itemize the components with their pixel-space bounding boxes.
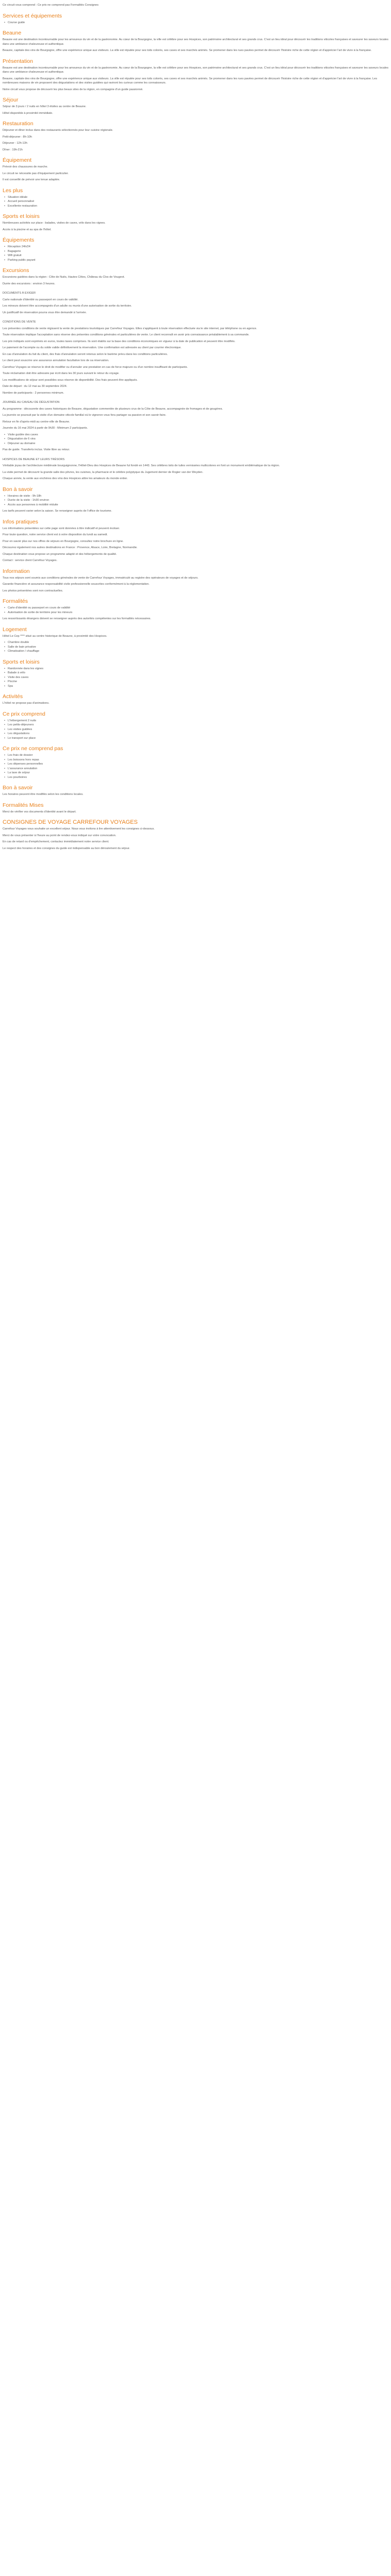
presentation-paragraph-2: Beaune, capitale des vins de Bourgogne, offre une expérience unique aux visiteurs. La ville est réputée pour ses toits colorés, ses caves et ses marchés animés. Se promener dans les rues pavées permet de découvrir l'histoire riche de cette région et d'apprécier l'art de vivre à la française. Les nombreuses maisons de vin proposent des dégustations et des visites guidées qui raviront les curieux comme les connaisseurs. [3,77,378,84]
list-item: • Dégustation de 6 vins [8,437,388,442]
list-item: • Parking public payant [8,258,388,263]
list-item: • Réception 24h/24 [8,245,388,249]
list-item: • Carte d'identité ou passeport en cours de validité [8,606,388,611]
conditions-paragraph-3: Les prix indiqués sont exprimés en euros, toutes taxes comprises. Ils sont établis sur la base des conditions économiques en vigueur à la date de publication et peuvent être modifiés. [3,340,236,343]
infos-paragraph-3: Pour en savoir plus sur nos offres de séjours en Bourgogne, consultez notre brochure en ligne. [3,539,124,543]
sports-paragraph-2: Accès à la piscine et au spa de l'hôtel. [3,228,52,231]
list-item: • Durée de la visite : 1h30 environ [8,498,388,503]
activites-paragraph: L'hôtel ne propose pas d'animations. [3,702,50,705]
formalites2-paragraph: Merci de vérifier vos documents d'identité avant le départ. [3,810,76,814]
logement-paragraph: Hôtel Le Cep **** situé au centre historique de Beaune, à proximité des Hospices. [3,634,107,638]
services-list [3,21,388,25]
info-legal-title: Information [3,568,30,574]
equipement-paragraph-1: Prévoir des chaussures de marche. [3,165,48,168]
contact-paragraph: Contact : service client Carrefour Voyages. [3,559,58,562]
excursions-paragraph-1: Excursions guidées dans la région : Côte de Nuits, Hautes Côtes, Château du Clos de Vougeot. [3,276,125,279]
particulier-paragraph-3: Retour en fin d'après-midi au centre-ville de Beaune. [3,420,70,423]
conditions-paragraph-5: En cas d'annulation du fait du client, des frais d'annulation seront retenus selon le barème prévu dans les conditions particulières. [3,352,168,356]
info-legal-paragraph-2: Garantie financière et assurance responsabilité civile professionnelle souscrites conformément à la réglementation. [3,583,150,586]
sports-paragraph-1: Nombreuses activités sur place : balades, visites de caves, vélo dans les vignes. [3,222,106,225]
bonjour-title: Bon à savoir [3,486,33,493]
beaune-title: Beaune [3,30,22,36]
list-item: • Visite guidée des caves [8,433,388,437]
list-item: • Spa [8,684,388,689]
list-item: • L'hébergement 2 nuits [8,719,388,723]
list-item: • L'assurance annulation [8,767,388,771]
sejour-paragraph-1: Séjour de 3 jours / 2 nuits en hôtel 3 étoiles au centre de Beaune. [3,105,87,108]
restauration-title: Restauration [3,121,34,127]
list-item: • Accès aux personnes à mobilité réduite [8,503,388,507]
list-item: • Bagagerie [8,249,388,254]
list-item: • Salle de bain privative [8,645,388,650]
infos-paragraph-1: Les informations présentées sur cette page sont données à titre indicatif et peuvent évoluer. [3,527,120,530]
restauration-paragraph-2: Petit-déjeuner : 8h-10h [3,135,32,139]
hospices-paragraph-1: Véritable joyau de l'architecture médiévale bourguignonne, l'Hôtel-Dieu des Hospices de Beaune fut fondé en 1443. Ses célèbres toits de tuiles vernissées multicolores en font un monument emblématique de la région. [3,464,280,467]
consignes-paragraph-3: En cas de retard ou d'empêchement, contactez immédiatement notre service client. [3,840,109,843]
list-item: • Randonnée dans les vignes [8,667,388,671]
note-paragraph: Pas de guide. Transferts inclus. Visite libre au retour. [3,448,70,451]
restauration-paragraph-4: Dîner : 19h-21h [3,148,23,151]
list-item: • Situation idéale [8,195,388,200]
conditions-title: CONDITIONS DE VENTE [3,320,36,324]
list-item: • Les dégustations [8,732,388,736]
list-item: • La taxe de séjour [8,771,388,775]
list-item: • Les frais de dossier [8,753,388,758]
list-item: • Les petits-déjeuners [8,723,388,727]
cenonprix-list [3,753,388,779]
documents-title: DOCUMENTS À EXIGER [3,292,36,295]
equipement-paragraph-2: Le circuit ne nécessite pas d'équipement particulier. [3,172,69,175]
activites-title: Activités [3,693,23,700]
consignes-paragraph-1: Carrefour Voyages vous souhaite un excellent séjour. Nous vous invitons à lire attentivement les consignes ci-dessous. [3,827,155,831]
list-item: • Course guide [8,21,388,25]
restauration-paragraph-3: Déjeuner : 12h-13h [3,142,27,145]
prix-date-paragraph: Journée du 16 mai 2024 à partir de 9h30 - Minimum 2 participants. [3,427,88,430]
sejour-title: Séjour [3,97,19,103]
conditions-paragraph-8: Toute réclamation doit être adressée par écrit dans les 30 jours suivant le retour du voyage. [3,372,120,375]
equipements-title: Équipements [3,237,35,243]
particulier-paragraph-2: La journée se poursuit par la visite d'un domaine viticole familial où le vigneron vous fera partager sa passion et son savoir-faire. [3,414,167,417]
regions-paragraph-1: Découvrez également nos autres destinations en France : Provence, Alsace, Loire, Bretagne, Normandie. [3,546,138,549]
conditions-paragraph-7: Carrefour Voyages se réserve le droit de modifier ou d'annuler une prestation en cas de force majeure ou d'un nombre insuffisant de participants. [3,365,188,369]
sports2-title: Sports et loisirs [3,658,40,665]
equipements-list [3,245,388,262]
excursions-title: Excursions [3,267,29,274]
consignes-title: CONSIGNES DE VOYAGE CARREFOUR VOYAGES [3,819,138,825]
list-item: • Horaires de visite : 9h-18h [8,494,388,499]
conditions-paragraph-6: Le client peut souscrire une assurance annulation facultative lors de sa réservation. [3,359,109,362]
bonjour-paragraph: Les tarifs peuvent varier selon la saison. Se renseigner auprès de l'office de tourisme. [3,510,112,513]
ceprix-title: Ce prix comprend [3,710,45,717]
sports2-list [3,667,388,689]
particulier-paragraph-1: Au programme : découverte des caves historiques de Beaune, dégustation commentée de plusieurs crus de la Côte de Beaune, accompagnée de fromages et de gougères. [3,407,223,411]
date-paragraph: Date de départ : du 12 mai au 30 septembre 2024. [3,385,68,388]
services-title: Services et équipements [3,12,62,19]
bonasavoir-paragraph: Les horaires peuvent être modifiés selon les conditions locales. [3,793,84,796]
documents-paragraph-3: Un justificatif de réservation pourra vous être demandé à l'arrivée. [3,311,87,314]
particulier-title: JOURNÉE AU CAVEAU DE DÉGUSTATION [3,401,60,404]
formalites-paragraph: Les ressortissants étrangers doivent se renseigner auprès des autorités compétentes sur les formalités nécessaires. [3,617,151,620]
sports-title: Sports et loisirs [3,213,40,219]
consignes-paragraph-4: Le respect des horaires et des consignes du guide est indispensable au bon déroulement du séjour. [3,846,130,850]
equipement-paragraph-3: Il est conseillé de prévoir une tenue adaptée. [3,178,60,181]
les-plus-list [3,195,388,209]
list-item: • Chambre double [8,640,388,645]
excursions-paragraph-2: Durée des excursions : environ 3 heures. [3,282,55,285]
hospices-title: HOSPICES DE BEAUNE ET LEURS TRÉSORS [3,457,65,461]
consignes-paragraph-2: Merci de vous présenter à l'heure au point de rendez-vous indiqué sur votre convocation. [3,834,117,837]
list-item: • Accueil personnalisé [8,199,388,204]
presentation-title: Présentation [3,58,33,64]
formalites-title: Formalités [3,598,28,604]
beaune-paragraph-2: Beaune, capitale des vins de Bourgogne, offre une expérience unique aux visiteurs. La ville est réputée pour ses toits colorés, ses caves et ses marchés animés. Se promener dans les rues pavées permet de découvrir l'histoire riche de cette région et d'apprécier l'art de vivre à la française. [3,49,372,52]
list-item: • Balade à vélo [8,671,388,675]
list-item: • Wifi gratuit [8,253,388,258]
list-item: • Les pourboires [8,775,388,780]
ceprix-list [3,719,388,741]
info-legal-paragraph-3: Les photos présentées sont non contractuelles. [3,589,63,592]
hospices-paragraph-3: Chaque année, la vente aux enchères des vins des Hospices attire les amateurs du monde entier. [3,477,128,480]
list-item: • Les boissons hors repas [8,758,388,762]
hospices-paragraph-2: La visite permet de découvrir la grande salle des pôvres, les cuisines, la pharmacie et le célèbre polyptyque du Jugement dernier de Rogier van der Weyden. [3,470,203,474]
presentation-paragraph-3: Notre circuit vous propose de découvrir les plus beaux sites de la région, en compagnie d'un guide passionné. [3,88,143,91]
documents-paragraph-2: Les mineurs doivent être accompagnés d'un adulte ou munis d'une autorisation de sortie du territoire. [3,304,132,308]
list-item: • Piscine [8,680,388,684]
info-legal-paragraph-1: Tous nos séjours sont soumis aux conditions générales de vente de Carrefour Voyages, immatriculé au registre des opérateurs de voyages et de séjours. [3,576,199,580]
prix-list [3,433,388,446]
bonasavoir-title: Bon à savoir [3,785,33,791]
intro-text: Ce circuit vous comprend : Ce prix ne comprend pas Formalités Consignes [3,4,99,7]
sejour-paragraph-2: Hôtel disponible à proximité immédiate. [3,111,53,115]
formalites-list [3,606,388,615]
logement-title: Logement [3,626,27,633]
list-item: • Les visites guidées [8,727,388,732]
list-item: • Les dépenses personnelles [8,762,388,767]
conditions-paragraph-1: Les présentes conditions de vente régissent la vente de prestations touristiques par Carrefour Voyages. Elles s'appliquent à toute réservation effectuée via le site internet, par téléphone ou en agence. [3,327,257,330]
sejour-modifs-paragraph: Les modifications de séjour sont possibles sous réserve de disponibilité. Des frais peuvent être appliqués. [3,378,138,382]
list-item: • Autorisation de sortie de territoire pour les mineurs [8,611,388,615]
list-item: • Visite des caves [8,675,388,680]
page-content [0,0,391,863]
conditions-paragraph-2: Toute réservation implique l'acceptation sans réserve des présentes conditions générales et particulières de vente. Le client reconnaît en avoir pris connaissance préalablement à sa commande. [3,333,250,336]
les-plus-title: Les plus [3,187,23,194]
beaune-paragraph-1: Beaune est une destination incontournable pour les amoureux du vin et de la gastronomie. Au cœur de la Bourgogne, la ville est célèbre pour ses Hospices, son patrimoine architectural et ses grands crus. C'est un lieu idéal pour découvrir les traditions viticoles françaises et savourer les saveurs locales dans une ambiance chaleureuse et authentique. [3,38,388,46]
cenonprix-title: Ce prix ne comprend pas [3,745,63,752]
list-item: • Excellente restauration [8,204,388,209]
bonjour-list [3,494,388,507]
presentation-paragraph-1: Beaune est une destination incontournable pour les amoureux du vin et de la gastronomie. Au cœur de la Bourgogne, la ville est célèbre pour ses Hospices, son patrimoine architectural et ses grands crus. C'est un lieu idéal pour découvrir les traditions viticoles françaises et savourer les saveurs locales dans une ambiance chaleureuse et authentique. [3,66,388,74]
list-item: • Déjeuner au domaine [8,442,388,446]
restauration-paragraph-1: Déjeuner et dîner inclus dans des restaurants sélectionnés pour leur cuisine régionale. [3,129,113,132]
infos-title: Infos pratiques [3,518,38,525]
list-item: • Le transport sur place [8,736,388,741]
equipement-title: Équipement [3,157,32,163]
conditions-paragraph-4: Le paiement de l'acompte ou du solde valide définitivement la réservation. Une confirmation est adressée au client par courrier électronique. [3,346,182,349]
formalites2-title: Formalités Mises [3,802,44,808]
regions-paragraph-2: Chaque destination vous propose un programme adapté et des hébergements de qualité. [3,552,117,556]
logement-list [3,640,388,654]
list-item: • Climatisation / chauffage [8,649,388,654]
documents-paragraph-1: Carte nationale d'identité ou passeport en cours de validité. [3,298,78,301]
personal-paragraph: Nombre de participants : 2 personnes minimum. [3,391,64,395]
infos-paragraph-2: Pour toute question, notre service client est à votre disposition du lundi au samedi. [3,533,108,536]
